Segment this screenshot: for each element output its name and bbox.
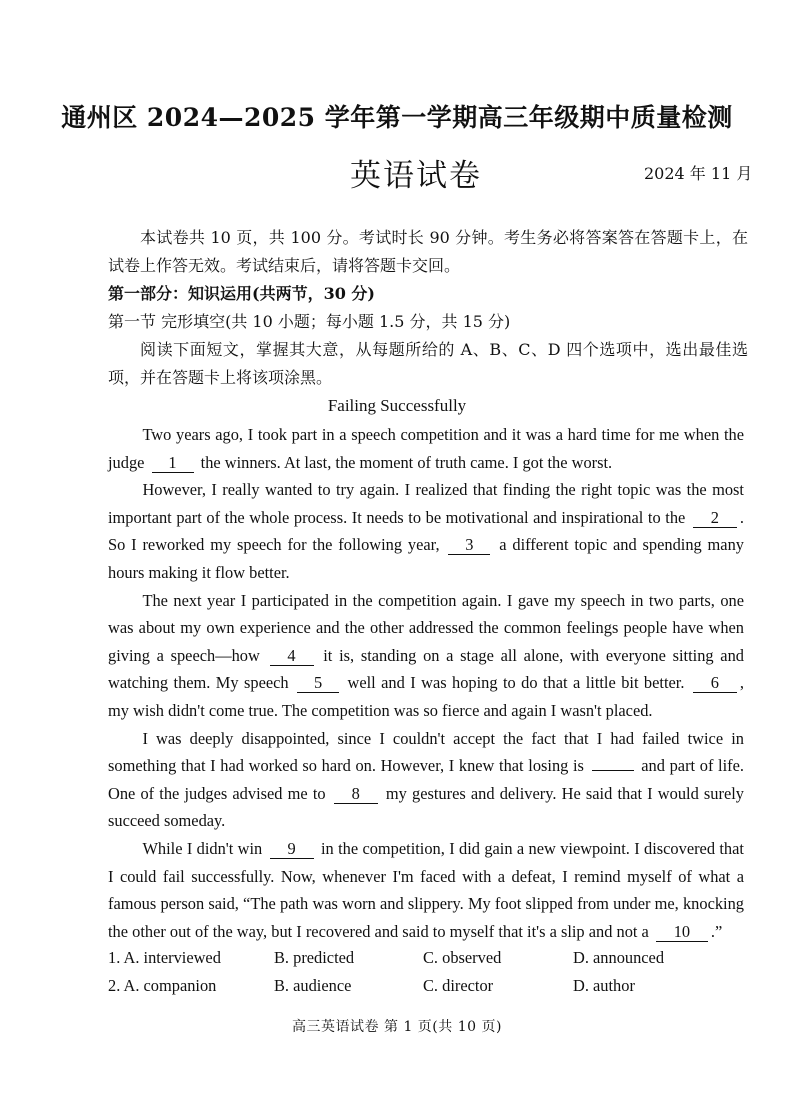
question-1-option-a [108,948,221,968]
answer-options [108,948,748,1004]
exam-date: 2024 年 11 月 [644,164,753,183]
question-1-option-c: C. observed [423,948,502,967]
blank-2: 2 [693,509,737,528]
passage-text: While I didn't win [142,838,263,858]
blank-4: 4 [270,647,314,666]
passage-body [108,421,744,945]
question-2-option-b: B. audience [274,976,352,995]
question-number: 1. [108,948,121,967]
passage-text: The next year I participated in the competition again. I gave my speech in two parts, one was about my own experience and the other addressed the common feelings people have when giving a speech—how [108,590,744,665]
part-heading: 第一部分：知识运用(共两节，30 分) [108,284,375,303]
passage-text: .” [710,921,723,941]
passage-text: I was deeply disappointed, since I couldn't accept the fact that I had failed twice in something that I had worked so hard on. However, I knew that losing is [108,728,744,776]
option-text: A. companion [123,976,217,995]
blank-7 [592,770,634,771]
passage-text: . So I reworked my speech for the following year, [108,507,744,555]
passage-paragraph-3 [108,587,744,725]
page-footer: 高三英语试卷 第 1 页(共 10 页) [292,1019,502,1035]
blank-1: 1 [152,454,194,473]
blank-5: 5 [297,674,339,693]
blank-9: 9 [270,840,314,859]
question-row-1 [108,948,748,976]
section-directions: 阅读下面短文，掌握其大意，从每题所给的 A、B、C、D 四个选项中，选出最佳选项，并在答题卡上将该项涂黑。 [108,340,748,387]
exam-instructions: 本试卷共 10 页，共 100 分。考试时长 90 分钟。考生务必将答案答在答题卡上，在试卷上作答无效。考试结束后，请将答题卡交回。 [108,228,748,275]
passage-text: it is, standing on a stage all alone, with everyone sitting and watching them. My speech [108,645,744,693]
question-row-2 [108,976,748,1004]
passage-title: Failing Successfully [327,396,467,415]
option-text: A. interviewed [123,948,221,967]
subject-title: 英语试卷 [350,158,482,194]
blank-10: 10 [656,923,708,942]
question-number: 2. [108,976,121,995]
passage-text: in the competition, I did gain a new viewpoint. I discovered that I could fail successfully. Now, whenever I'm faced with a defeat, I remind myself of what a famous person said, “The path was worn and slippery. My foot slipped from under me, knocking the other out of the way, but I recovered and said to myself that it's a slip and not a [108,838,744,941]
passage-text: a different topic and spending many hours making it flow better. [108,535,744,582]
passage-text: well and I was hoping to do that a little bit better. [347,673,685,693]
passage-text: the winners. At last, the moment of truth came. I got the worst. [200,452,613,472]
passage-paragraph-2 [108,476,744,586]
section-heading: 第一节 完形填空(共 10 小题；每小题 1.5 分，共 15 分) [108,312,511,331]
question-1-option-d: D. announced [573,948,665,967]
passage-paragraph-5 [108,835,744,945]
passage-text: Two years ago, I took part in a speech competition and it was a hard time for me when the judge [108,425,744,472]
question-1-option-b: B. predicted [274,948,355,967]
question-2-option-d: D. author [573,976,635,995]
passage-text: However, I really wanted to try again. I realized that finding the right topic was the most important part of the whole process. It needs to be motivational and inspirational to the [108,480,744,527]
blank-8: 8 [334,785,378,804]
exam-title: 通州区 2024—2025 学年第一学期高三年级期中质量检测 [61,103,733,132]
blank-3: 3 [448,536,490,555]
passage-text: and part of life. One of the judges advised me to [108,756,744,803]
question-2-option-a [108,976,216,996]
passage-paragraph-4 [108,725,744,835]
question-2-option-c: C. director [423,976,494,995]
passage-paragraph-1 [108,421,744,476]
blank-6: 6 [693,674,737,693]
passage-text: my gestures and delivery. He said that I would surely succeed someday. [108,783,744,831]
passage-text: , my wish didn't come true. The competition was so fierce and again I wasn't placed. [108,673,744,720]
